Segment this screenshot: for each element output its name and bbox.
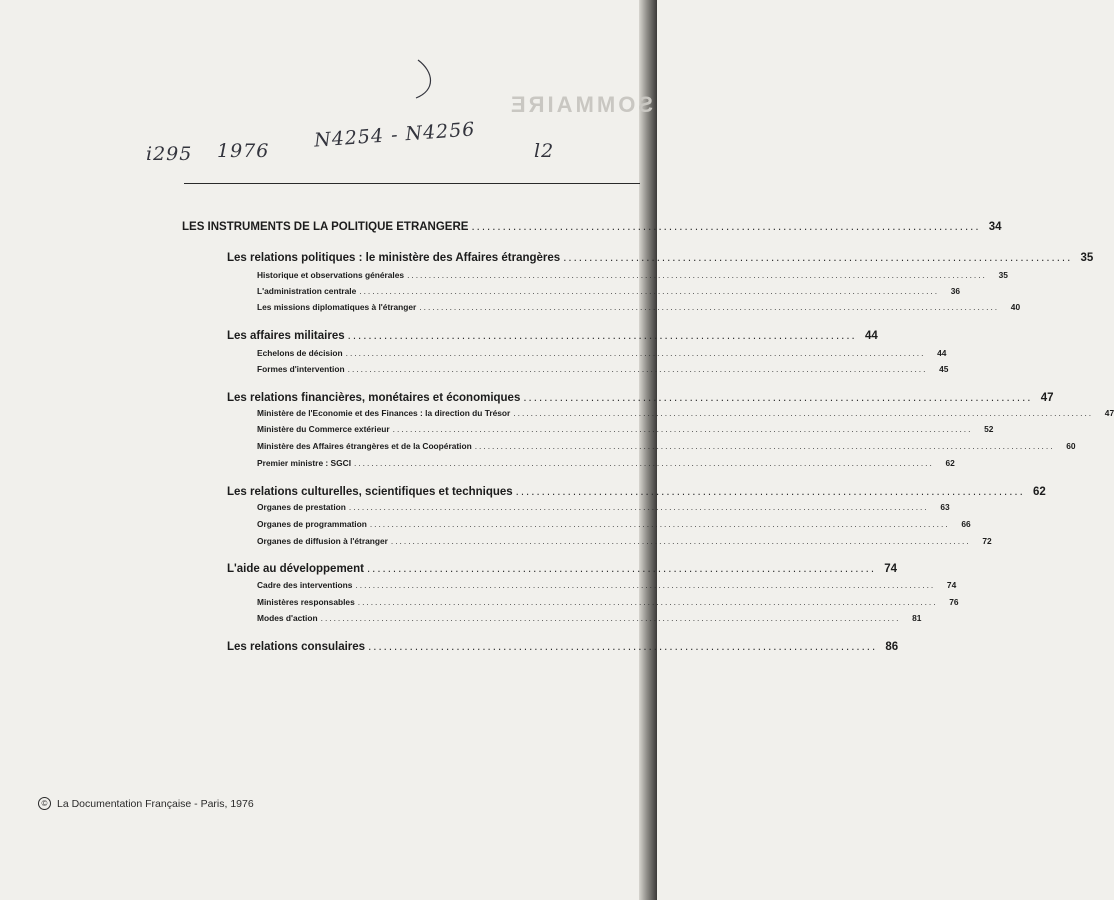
toc-item-row xyxy=(257,597,959,607)
leader-dots: ...................................................................................................................................... xyxy=(347,364,928,374)
toc-item-label: Organes de diffusion à l'étranger xyxy=(257,536,388,546)
handwritten-note-1: i295 xyxy=(146,143,193,165)
copyright-footer xyxy=(38,797,254,810)
copyright-text: La Documentation Française - Paris, 1976 xyxy=(57,797,254,810)
handwritten-note-3: N4254 - N4256 xyxy=(313,118,477,152)
toc-section-label: Les relations consulaires xyxy=(227,641,366,653)
leader-dots: ...................................................................................................................................... xyxy=(419,302,1000,312)
leader-dots: ...................................................................................................................................... xyxy=(390,536,971,546)
handwritten-note-4: l2 xyxy=(534,140,555,162)
page-number: 62 xyxy=(945,458,955,468)
leader-dots: ...................................................................................................................................... xyxy=(513,408,1094,418)
leader-dots: .................................................................................................. xyxy=(523,392,1033,404)
toc-section-row xyxy=(227,252,1094,264)
leader-dots: ...................................................................................................................................... xyxy=(357,597,938,607)
handwritten-note-2: 1976 xyxy=(217,140,270,162)
leader-dots: .................................................................................................. xyxy=(347,330,857,342)
page-number: 45 xyxy=(939,364,949,374)
handwritten-mark xyxy=(410,58,440,103)
leader-dots: ...................................................................................................................................... xyxy=(345,348,926,358)
page-number: 76 xyxy=(949,597,959,607)
page-number: 81 xyxy=(912,613,922,623)
toc-section-label: Les relations culturelles, scientifiques et techniques xyxy=(227,486,513,498)
page-number: 60 xyxy=(1066,441,1076,451)
page-number: 52 xyxy=(984,424,994,434)
toc-item-label: Les missions diplomatiques à l'étranger xyxy=(257,302,417,312)
toc-section-label: Les affaires militaires xyxy=(227,330,345,342)
toc-item-row xyxy=(257,536,992,546)
toc-item-label: L'administration centrale xyxy=(257,286,357,296)
leader-dots: .................................................................................................. xyxy=(563,252,1073,264)
leader-dots: .................................................................................................. xyxy=(368,641,878,653)
leader-dots: ...................................................................................................................................... xyxy=(359,286,940,296)
toc-section-row xyxy=(227,641,899,653)
toc-section-row xyxy=(227,330,878,342)
toc-section-label: L'aide au développement xyxy=(227,563,364,575)
toc-section-label: Les relations financières, monétaires et économiques xyxy=(227,392,521,404)
toc-item-row xyxy=(257,270,1008,280)
leader-dots: .................................................................................................. xyxy=(515,486,1025,498)
toc-item-label: Organes de prestation xyxy=(257,502,346,512)
toc-item-row xyxy=(257,519,971,529)
toc-item-label: Echelons de décision xyxy=(257,348,343,358)
show-through-text: SOMMAIRE xyxy=(508,92,653,117)
leader-dots: ...................................................................................................................................... xyxy=(474,441,1055,451)
page-number: 47 xyxy=(1104,408,1114,418)
leader-dots: ...................................................................................................................................... xyxy=(392,424,973,434)
toc-item-row xyxy=(257,580,957,590)
toc-title-row xyxy=(182,221,1002,233)
page-number: 35 xyxy=(1080,252,1094,264)
toc-item-row xyxy=(257,502,950,512)
page-number: 62 xyxy=(1033,486,1046,498)
page-number: 86 xyxy=(885,641,899,653)
toc-item-label: Ministère de l'Economie et des Finances : la direction du Trésor xyxy=(257,408,511,418)
toc-item-label: Historique et observations générales xyxy=(257,270,405,280)
toc-section-row xyxy=(227,563,898,575)
toc-item-row xyxy=(257,348,947,358)
page-number: 47 xyxy=(1040,392,1054,404)
toc-item-label: Modes d'action xyxy=(257,613,318,623)
toc-item-label: Premier ministre : SGCI xyxy=(257,458,352,468)
page-number: 74 xyxy=(884,563,898,575)
toc-item-label: Ministère des Affaires étrangères et de la Coopération xyxy=(257,441,472,451)
page-number: 63 xyxy=(940,502,950,512)
toc-item-row xyxy=(257,458,955,468)
toc-item-row xyxy=(257,302,1021,312)
page-number: 44 xyxy=(937,348,947,358)
toc-item-row xyxy=(257,364,949,374)
page-number: 36 xyxy=(950,286,961,296)
toc-item-label: Formes d'intervention xyxy=(257,364,345,374)
toc-item-row xyxy=(257,424,994,434)
toc-item-label: Ministères responsables xyxy=(257,597,355,607)
page-number: 72 xyxy=(982,536,992,546)
toc-item-label: Ministère du Commerce extérieur xyxy=(257,424,390,434)
toc-item-row xyxy=(257,408,1114,418)
leader-dots: ...................................................................................................................................... xyxy=(369,519,950,529)
toc-item-label: Cadre des interventions xyxy=(257,580,353,590)
toc-item-row xyxy=(257,286,961,296)
toc-section-row xyxy=(227,392,1054,404)
page-number: 34 xyxy=(988,221,1002,233)
page-number: 44 xyxy=(864,330,878,342)
toc-item-row xyxy=(257,441,1076,451)
leader-dots: .................................................................................................. xyxy=(366,563,877,575)
leader-dots: .................................................................................................. xyxy=(471,221,981,233)
leader-dots: ...................................................................................................................................... xyxy=(354,458,934,468)
toc-section-label: Les relations politiques : le ministère des Affaires étrangères xyxy=(227,252,561,264)
copyright-icon: © xyxy=(38,797,51,810)
toc-section-row xyxy=(227,486,1046,498)
leader-dots: ...................................................................................................................................... xyxy=(320,613,901,623)
toc-item-row xyxy=(257,613,922,623)
toc-title: LES INSTRUMENTS DE LA POLITIQUE ETRANGERE xyxy=(182,221,469,233)
page-number: 66 xyxy=(961,519,971,529)
page-number: 74 xyxy=(946,580,957,590)
leader-dots: ...................................................................................................................................... xyxy=(355,580,936,590)
page-number: 40 xyxy=(1010,302,1021,312)
leader-dots: ...................................................................................................................................... xyxy=(348,502,929,512)
toc-item-label: Organes de programmation xyxy=(257,519,367,529)
header-rule xyxy=(184,183,640,184)
leader-dots: ...................................................................................................................................... xyxy=(407,270,987,280)
page-number: 35 xyxy=(998,270,1008,280)
